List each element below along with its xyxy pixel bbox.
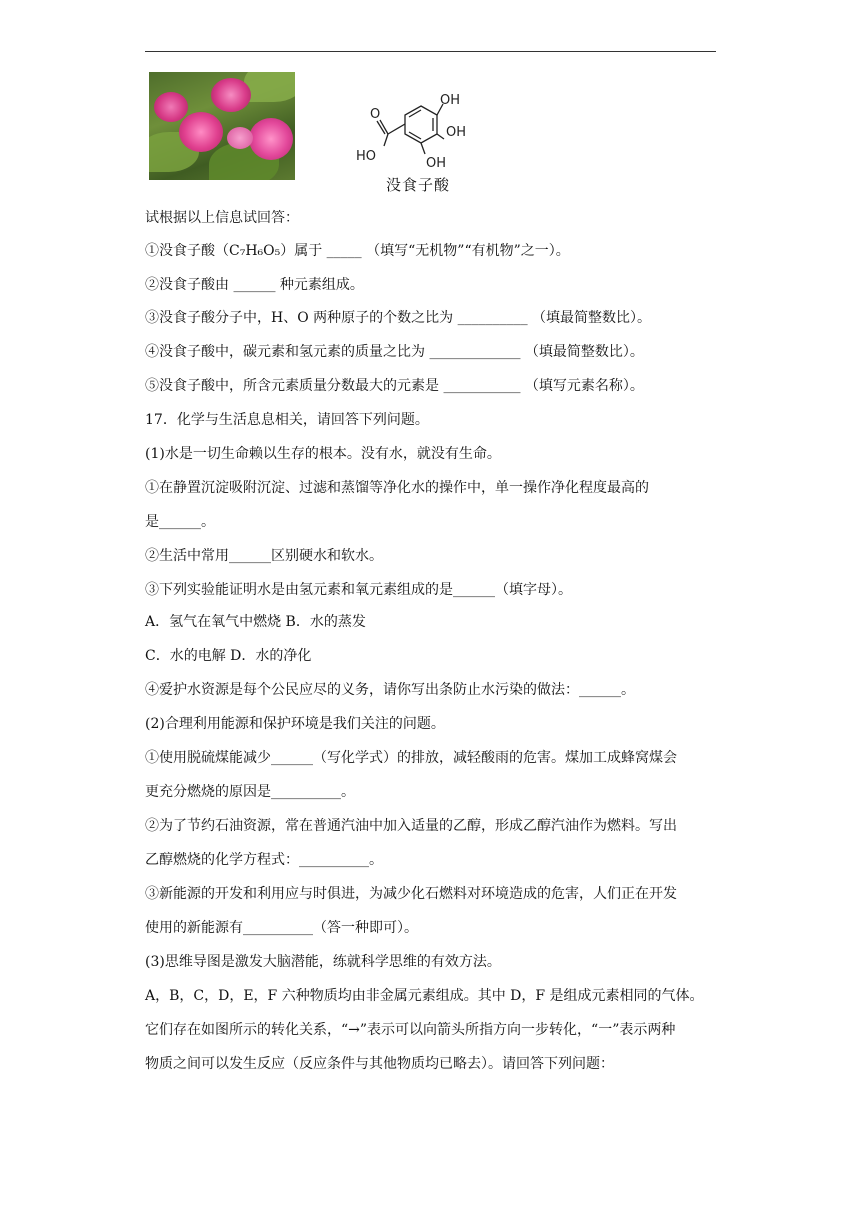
q17-2-1-line1: ①使用脱硫煤能减少______（写化学式）的排放，减轻酸雨的危害。煤加工成蜂窝煤会 [145,750,677,766]
part-1-title: (1)水是一切生命赖以生存的根本。没有水，就没有生命。 [145,446,501,462]
q-1: ①没食子酸（C₇H₆O₅）属于 _____ （填写“无机物”“有机物”之一）。 [145,243,570,259]
atom-ho: HO [356,149,377,164]
header-rule [145,51,716,52]
q17-2-3-line2: 使用的新能源有__________（答一种即可）。 [145,920,418,936]
q-5: ⑤没食子酸中，所含元素质量分数最大的元素是 ___________ （填写元素名称）。 [145,378,644,394]
structure-caption: 没食子酸 [386,176,451,194]
q-2: ②没食子酸由 ______ 种元素组成。 [145,277,364,293]
peony-photo [149,72,295,180]
part-3-desc-line1: A，B，C，D，E，F 六种物质均由非金属元素组成。其中 D，F 是组成元素相同的气体。 [145,988,704,1004]
q-4: ④没食子酸中，碳元素和氢元素的质量之比为 _____________ （填最简整数比）。 [145,344,644,360]
q17-1-2: ②生活中常用______区别硬水和软水。 [145,548,383,564]
q17-2-1-line2: 更充分燃烧的原因是__________。 [145,784,355,800]
atom-oh-top: OH [440,93,461,108]
question-17-title: 17．化学与生活息息相关，请回答下列问题。 [145,412,429,428]
atom-o: O [370,107,381,122]
q17-2-2-line2: 乙醇燃烧的化学方程式：__________。 [145,852,383,868]
option-cd: C．水的电解 D．水的净化 [145,648,312,664]
q17-1-3: ③下列实验能证明水是由氢元素和氧元素组成的是______（填字母）。 [145,582,572,598]
q17-1-4: ④爱护水资源是每个公民应尽的义务，请你写出条防止水污染的做法：______。 [145,682,635,698]
part-3-desc-line3: 物质之间可以发生反应（反应条件与其他物质均已略去）。请回答下列问题： [145,1056,614,1072]
atom-oh-bottom: OH [426,156,447,171]
part-2-title: (2)合理利用能源和保护环境是我们关注的问题。 [145,716,445,732]
part-3-desc-line2: 它们存在如图所示的转化关系，“→”表示可以向箭头所指方向一步转化，“一”表示两种 [145,1022,676,1038]
intro-line: 试根据以上信息试回答： [145,210,299,226]
q17-1-1-line1: ①在静置沉淀吸附沉淀、过滤和蒸馏等净化水的操作中，单一操作净化程度最高的 [145,480,649,496]
q17-2-3-line1: ③新能源的开发和利用应与时俱进，为减少化石燃料对环境造成的危害，人们正在开发 [145,886,677,902]
q-3: ③没食子酸分子中，H、O 两种原子的个数之比为 __________ （填最简整数比）。 [145,310,652,326]
q17-1-1-line2: 是______。 [145,514,215,530]
q17-2-2-line1: ②为了节约石油资源，常在普通汽油中加入适量的乙醇，形成乙醇汽油作为燃料。写出 [145,818,677,834]
option-ab: A．氢气在氧气中燃烧 B．水的蒸发 [145,614,366,630]
atom-oh-mid: OH [446,125,467,140]
part-3-title: (3)思维导图是激发大脑潜能，练就科学思维的有效方法。 [145,954,501,970]
